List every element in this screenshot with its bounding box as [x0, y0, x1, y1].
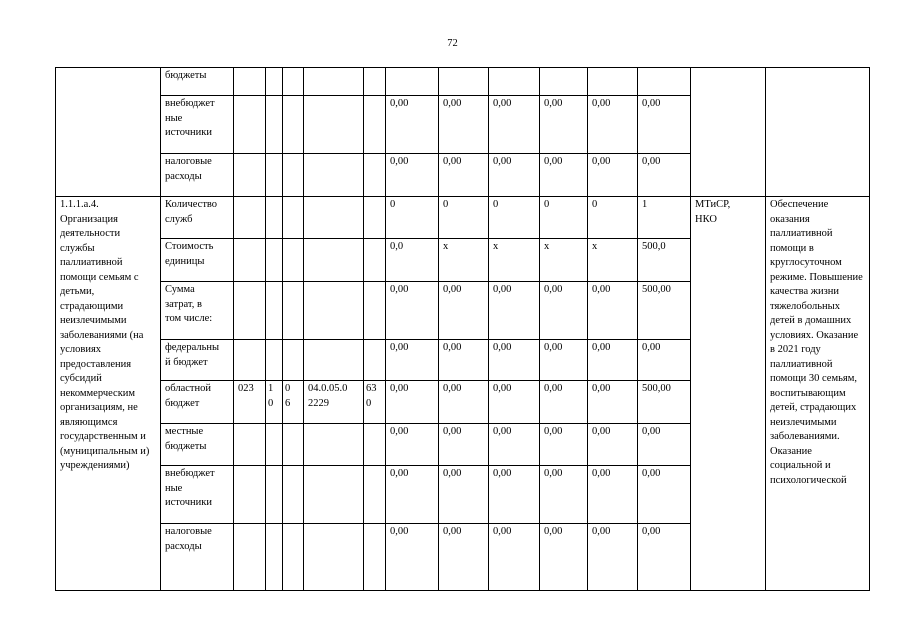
value-cell: 0,00 [439, 424, 489, 466]
value-cell: 0,00 [588, 524, 638, 591]
prev-result-cell [766, 68, 870, 197]
value-cell: 0,00 [386, 96, 439, 154]
value-cell: 0 [540, 197, 588, 239]
value-cell: 0,00 [439, 96, 489, 154]
value-cell: 0,00 [638, 96, 691, 154]
value-cell [386, 68, 439, 96]
value-cell: 0,00 [489, 381, 540, 424]
value-cell: 500,00 [638, 282, 691, 340]
code-cell: 04.0.05.0 2229 [304, 381, 364, 424]
value-cell: 0,00 [540, 340, 588, 381]
value-cell: 0,00 [386, 524, 439, 591]
code-cell: 1 0 [266, 381, 283, 424]
value-cell: 0,00 [489, 154, 540, 197]
value-cell: 1 [638, 197, 691, 239]
value-cell: 0,00 [540, 466, 588, 524]
row-label: бюджеты [161, 68, 234, 96]
value-cell: 0,00 [489, 340, 540, 381]
value-cell: 0,00 [439, 340, 489, 381]
value-cell: 0,00 [588, 381, 638, 424]
row-label: областной бюджет [161, 381, 234, 424]
budget-table [55, 67, 870, 591]
value-cell: 0,00 [588, 424, 638, 466]
measure-title: 1.1.1.а.4. Организация деятельности службы паллиативной помощи семьям с детьми, страдающими неизлечимыми заболеваниями (на условиях предоставления субсидий некоммерческим организациям, не являющимся государственным и (муниципальным и) учреждениями) [56, 197, 161, 591]
executor-cell: МТиСР, НКО [691, 197, 766, 591]
row-label: внебюджет ные источники [161, 96, 234, 154]
value-cell: 0,00 [386, 340, 439, 381]
row-label: федеральны й бюджет [161, 340, 234, 381]
value-cell: 0,00 [638, 340, 691, 381]
value-cell: 500,00 [638, 381, 691, 424]
value-cell: 0,00 [439, 524, 489, 591]
value-cell: 0,00 [638, 424, 691, 466]
value-cell [588, 68, 638, 96]
row-label: Сумма затрат, в том числе: [161, 282, 234, 340]
value-cell: х [489, 239, 540, 282]
value-cell: 0,00 [588, 282, 638, 340]
value-cell: 0,00 [386, 282, 439, 340]
value-cell [489, 68, 540, 96]
value-cell: 0,00 [439, 282, 489, 340]
value-cell: 0,00 [540, 381, 588, 424]
value-cell: 0,00 [588, 154, 638, 197]
value-cell: 0,00 [439, 154, 489, 197]
value-cell: 0 [588, 197, 638, 239]
value-cell: 0,00 [439, 466, 489, 524]
value-cell: 0,00 [489, 466, 540, 524]
value-cell: 0,00 [386, 381, 439, 424]
row-label: Стоимость единицы [161, 239, 234, 282]
value-cell: 0 [386, 197, 439, 239]
table-row [56, 197, 870, 239]
value-cell: 0,0 [386, 239, 439, 282]
value-cell: х [439, 239, 489, 282]
value-cell: 0,00 [489, 282, 540, 340]
value-cell: х [588, 239, 638, 282]
value-cell: 0,00 [588, 340, 638, 381]
row-label: Количество служб [161, 197, 234, 239]
code-cell: 63 0 [364, 381, 386, 424]
row-label: налоговые расходы [161, 524, 234, 591]
table-row [56, 68, 870, 96]
value-cell: 0,00 [540, 154, 588, 197]
row-label: налоговые расходы [161, 154, 234, 197]
value-cell: 0,00 [489, 524, 540, 591]
value-cell: х [540, 239, 588, 282]
value-cell: 0,00 [489, 424, 540, 466]
prev-measure-cell [56, 68, 161, 197]
value-cell: 0,00 [540, 282, 588, 340]
page-number: 72 [447, 38, 458, 49]
value-cell: 0,00 [540, 424, 588, 466]
value-cell: 0,00 [540, 524, 588, 591]
value-cell: 0,00 [540, 96, 588, 154]
value-cell: 0 [489, 197, 540, 239]
value-cell [540, 68, 588, 96]
prev-executor-cell [691, 68, 766, 197]
value-cell: 0 [439, 197, 489, 239]
value-cell: 0,00 [386, 424, 439, 466]
value-cell: 0,00 [638, 466, 691, 524]
value-cell: 500,0 [638, 239, 691, 282]
value-cell [439, 68, 489, 96]
value-cell: 0,00 [489, 96, 540, 154]
value-cell [638, 68, 691, 96]
value-cell: 0,00 [588, 466, 638, 524]
value-cell: 0,00 [439, 381, 489, 424]
value-cell: 0,00 [588, 96, 638, 154]
value-cell: 0,00 [638, 154, 691, 197]
result-cell: Обеспечение оказания паллиативной помощи в круглосуточном режиме. Повышение качества жизни тяжелобольных детей в домашних условиях. Оказание в 2021 году паллиативной помощи 30 семьям, воспитывающим детей, страдающих неизлечимыми заболеваниями. Оказание социальной и психологической [766, 197, 870, 591]
code-cell: 0 6 [283, 381, 304, 424]
row-label: внебюджет ные источники [161, 466, 234, 524]
value-cell: 0,00 [638, 524, 691, 591]
value-cell: 0,00 [386, 466, 439, 524]
row-label: местные бюджеты [161, 424, 234, 466]
value-cell: 0,00 [386, 154, 439, 197]
code-cell: 023 [234, 381, 266, 424]
